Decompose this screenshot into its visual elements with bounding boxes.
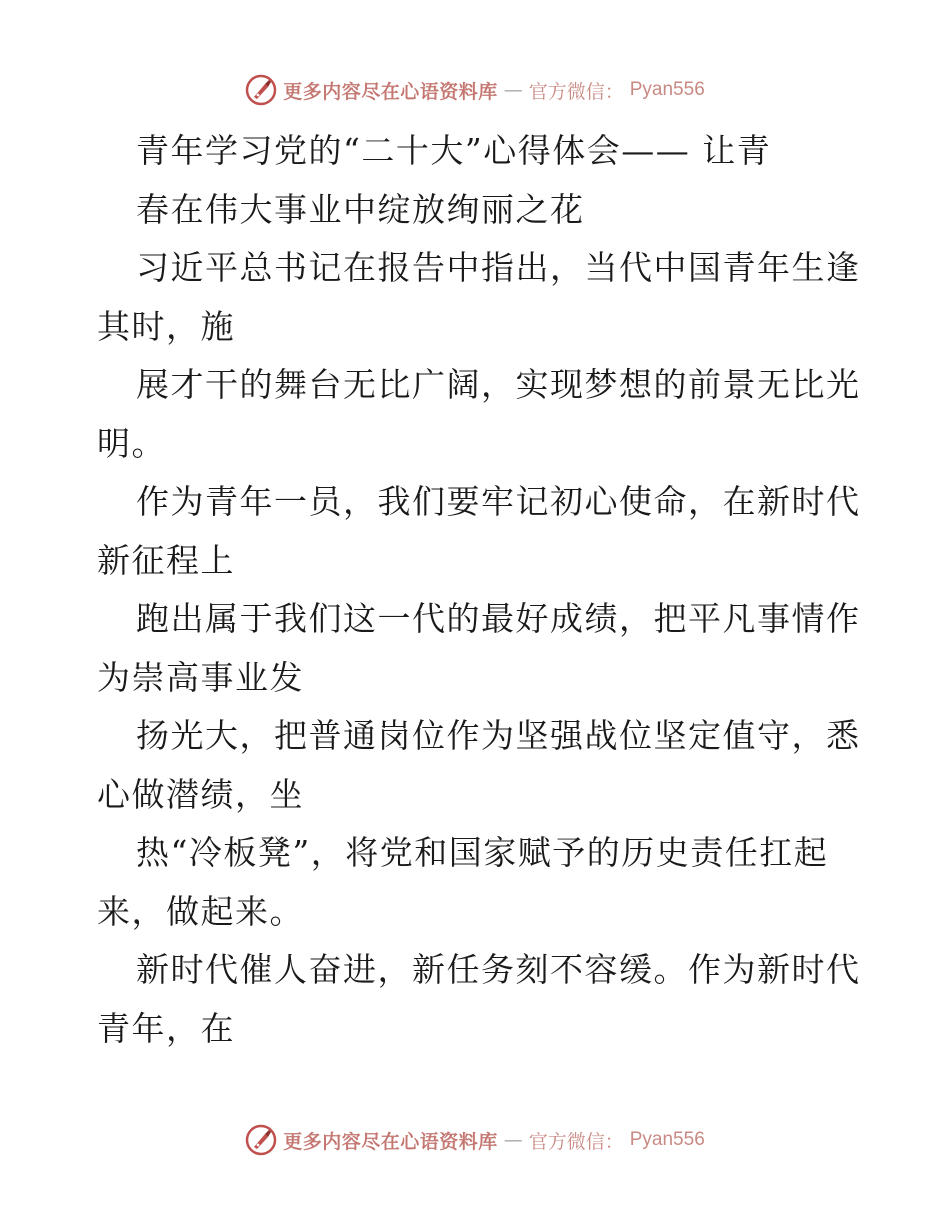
document-line: 春在伟大事业中绽放绚丽之花 bbox=[136, 189, 585, 229]
pen-nib-logo-icon bbox=[245, 1124, 277, 1156]
document-line: 青年，在 bbox=[97, 1008, 235, 1048]
document-line: 扬光大，把普通岗位作为坚强战位坚定值守，悉 bbox=[136, 716, 861, 755]
document-line: 其时，施 bbox=[97, 306, 235, 346]
document-line: 热“冷板凳”，将党和国家赋予的历史责任扛起 bbox=[136, 833, 829, 872]
document-line: 展才干的舞台无比广阔，实现梦想的前景无比光 bbox=[136, 365, 861, 404]
document-line: 青年学习党的“二十大”心得体会—— 让青 bbox=[136, 131, 772, 170]
banner-separator: — bbox=[503, 1129, 523, 1151]
document-line: 来，做起来。 bbox=[97, 891, 304, 931]
document-line: 新时代催人奋进，新任务刻不容缓。作为新时代 bbox=[136, 950, 861, 989]
banner-account-handle: Pyan556 bbox=[629, 1129, 705, 1150]
banner-account-label: 官方微信： bbox=[528, 1130, 624, 1153]
document-line: 心做潜绩，坐 bbox=[97, 774, 304, 814]
header-banner bbox=[0, 74, 950, 106]
document-line: 习近平总书记在报告中指出，当代中国青年生逢 bbox=[136, 248, 861, 287]
banner-account-label: 官方微信： bbox=[528, 80, 624, 103]
document-line: 明。 bbox=[97, 423, 166, 463]
document-line: 新征程上 bbox=[97, 540, 235, 580]
banner-brand-text: 更多内容尽在心语资料库 bbox=[283, 80, 498, 103]
banner-account-handle: Pyan556 bbox=[629, 79, 705, 100]
document-line: 作为青年一员，我们要牢记初心使命，在新时代 bbox=[136, 482, 861, 521]
document-body bbox=[97, 122, 861, 1058]
banner-brand-text: 更多内容尽在心语资料库 bbox=[283, 1130, 498, 1153]
pen-nib-logo-icon bbox=[245, 74, 277, 106]
document-line: 跑出属于我们这一代的最好成绩，把平凡事情作 bbox=[136, 599, 861, 638]
banner-separator: — bbox=[503, 79, 523, 101]
document-line: 为崇高事业发 bbox=[97, 657, 304, 697]
footer-banner bbox=[0, 1124, 950, 1156]
